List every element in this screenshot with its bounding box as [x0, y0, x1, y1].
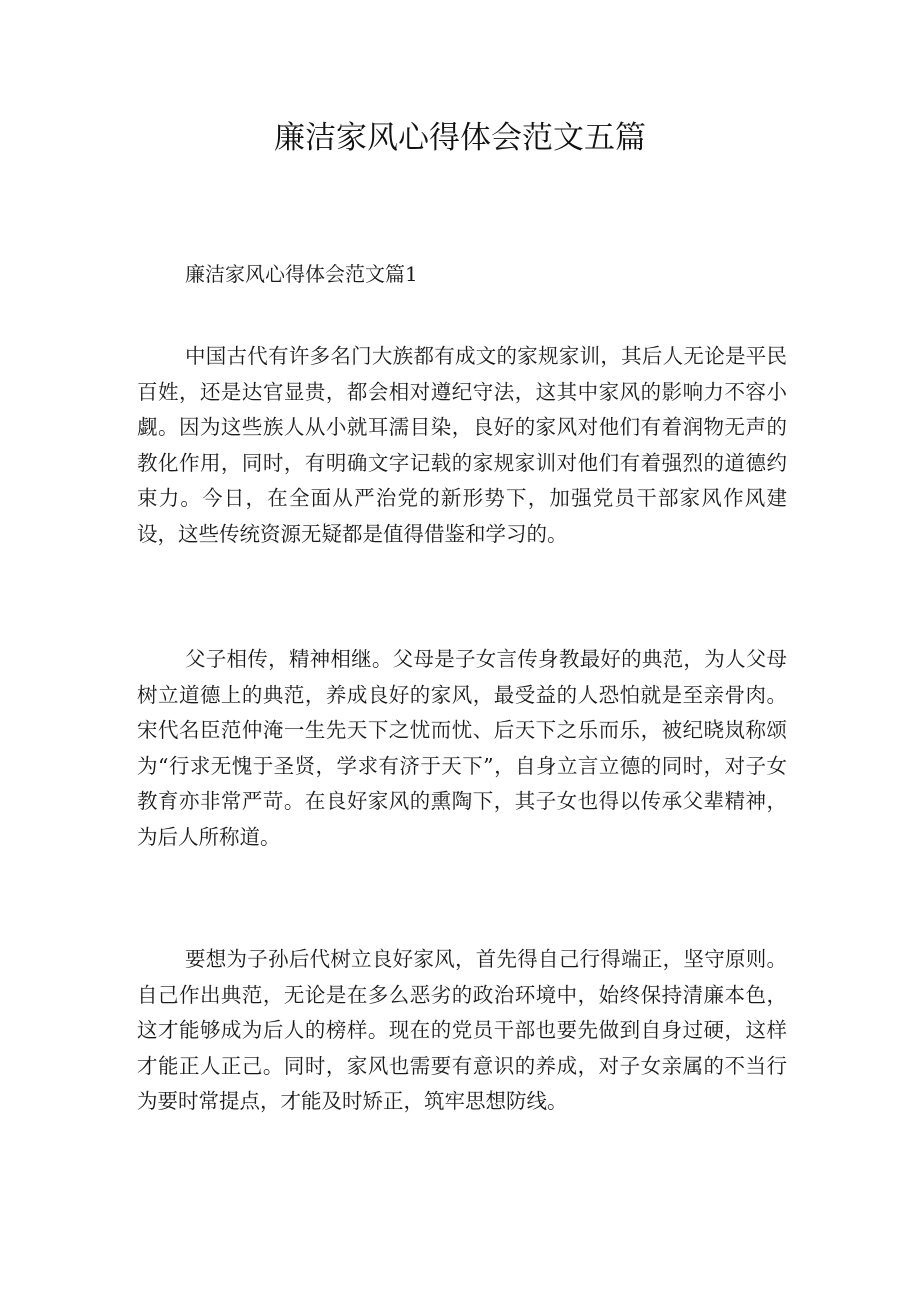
paragraph-1: 中国古代有许多名门大族都有成文的家规家训，其后人无论是平民百姓，还是达官显贵，都会相对遵纪守法，这其中家风的影响力不容小觑。因为这些族人从小就耳濡目染，良好的家风对他们有着润物无声的教化作用，同时，有明确文字记载的家规家训对他们有着强烈的道德约束力。今日，在全面从严治党的新形势下，加强党员干部家风作风建设，这些传统资源无疑都是值得借鉴和学习的。: [137, 344, 787, 546]
paragraph-2: 父子相传，精神相继。父母是子女言传身教最好的典范，为人父母树立道德上的典范，养成良好的家风，最受益的人恐怕就是至亲骨肉。宋代名臣范仲淹一生先天下之忧而忧、后天下之乐而乐，被纪晓岚称颂为“行求无愧于圣贤，学求有济于天下”，自身立言立德的同时，对子女教育亦非常严苛。在良好家风的熏陶下，其子女也得以传承父辈精神，为后人所称道。: [137, 647, 787, 849]
document-title: 廉洁家风心得体会范文五篇: [274, 120, 646, 156]
paragraph-3: 要想为子孙后代树立良好家风，首先得自己行得端正，坚守原则。自己作出典范，无论是在多么恶劣的政治环境中，始终保持清廉本色，这才能够成为后人的榜样。现在的党员干部也要先做到自身过硬，这样才能正人正己。同时，家风也需要有意识的养成，对子女亲属的不当行为要时常提点，才能及时矫正，筑牢思想防线。: [137, 947, 787, 1114]
section-heading: 廉洁家风心得体会范文篇1: [185, 262, 418, 286]
